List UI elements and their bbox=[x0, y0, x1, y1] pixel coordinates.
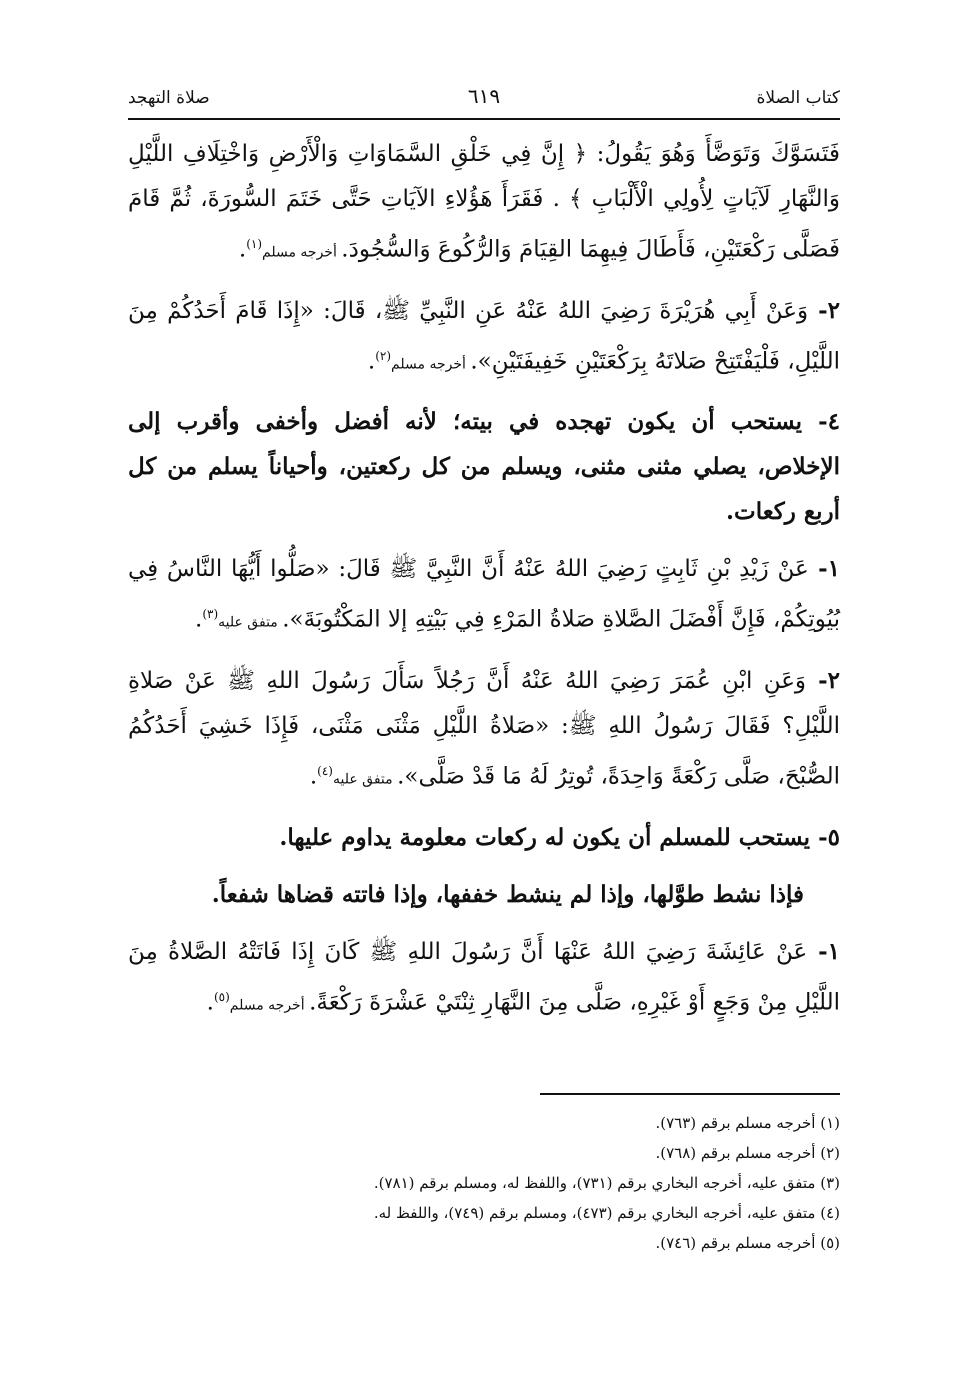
footnote-marker: (٤) bbox=[317, 763, 333, 778]
paragraph-number: ٢- bbox=[808, 296, 840, 324]
paragraph-text: فإذا نشط طوَّلها، وإذا لم ينشط خففها، وإذا فاتته قضاها شفعاً. bbox=[211, 880, 804, 908]
footnote: (٣) متفق عليه، أخرجه البخاري برقم (٧٣١)، واللفظ له، ومسلم برقم (٧٨١). bbox=[373, 1174, 840, 1192]
header-rule bbox=[128, 118, 840, 120]
footnote-marker: (١) bbox=[246, 237, 263, 251]
book-title: كتاب الصلاة bbox=[756, 88, 840, 108]
paragraph-text: عَنْ زَيْدِ بْنِ ثَابِتٍ رَضِيَ اللهُ عَنْهُ أَنَّ النَّبِيَّ ﷺ قَالَ: «صَلُّوا أَيُّهَا النَّاسُ فِي بُيُوتِكُمْ، فَإِنَّ أَفْضَلَ الصَّلاةِ صَلاةُ المَرْءِ فِي بَيْتِهِ إلا المَكْتُوبَةَ». bbox=[128, 556, 840, 633]
paragraph bbox=[128, 872, 840, 917]
footnotes bbox=[128, 1108, 840, 1258]
source-reference: أخرجه مسلم bbox=[229, 997, 310, 1014]
source-reference: أخرجه مسلم bbox=[262, 244, 342, 261]
paragraph-text: يستحب للمسلم أن يكون له ركعات معلومة يداوم عليها. bbox=[279, 823, 811, 851]
paragraph-number: ٤- bbox=[801, 408, 840, 436]
paragraph-text: وَعَنْ أَبِي هُرَيْرَةَ رَضِيَ اللهُ عَنْهُ عَنِ النَّبِيِّ ﷺ، قَالَ: «إِذَا قَامَ أَحَدُكُمْ مِنَ اللَّيْلِ، فَلْيَفْتَتِحْ صَلاتَهُ بِرَكْعَتَيْنِ خَفِيفَتَيْنِ». bbox=[128, 297, 840, 375]
paragraph: ٢- وَعَنْ أَبِي هُرَيْرَةَ رَضِيَ اللهُ عَنْهُ عَنِ النَّبِيِّ ﷺ، قَالَ: «إِذَا قَامَ أَحَدُكُمْ مِنَ اللَّيْلِ، فَلْيَفْتَتِحْ صَلاتَهُ بِرَكْعَتَيْنِ خَفِيفَتَيْنِ». أخرجه مسلم$^{(٢)}$. bbox=[128, 296, 840, 375]
footnote: (٥) أخرجه مسلم برقم (٧٤٦). bbox=[655, 1234, 840, 1252]
footnote-marker: (٥) bbox=[213, 989, 230, 1004]
footnote-rule bbox=[540, 1093, 840, 1095]
footnote-marker: (٢) bbox=[375, 348, 392, 363]
paragraph-number: ٢- bbox=[806, 666, 840, 694]
paragraph bbox=[128, 399, 840, 534]
paragraph-number: ١- bbox=[807, 937, 840, 965]
footnote-marker: (٣) bbox=[202, 607, 219, 622]
source-reference: أخرجه مسلم bbox=[391, 356, 471, 373]
source-reference: متفق عليه bbox=[332, 771, 398, 788]
paragraph-number: ٥- bbox=[810, 823, 840, 851]
paragraph-number: ١- bbox=[808, 555, 840, 583]
paragraph bbox=[128, 815, 840, 860]
paragraph-text: وَعَنِ ابْنِ عُمَرَ رَضِيَ اللهُ عَنْهُ أَنَّ رَجُلاً سَأَلَ رَسُولَ اللهِ ﷺ عَنْ صَلاةِ اللَّيْلِ؟ فَقَالَ رَسُولُ اللهِ ﷺ: «صَلاةُ اللَّيْلِ مَثْنَى مَثْنَى، فَإِذَا خَشِيَ أَحَدُكُمُ الصُّبْحَ، صَلَّى رَكْعَةً وَاحِدَةً، تُوتِرُ لَهُ مَا قَدْ صَلَّى». bbox=[128, 667, 840, 790]
paragraph: ١- عَنْ عَائِشَةَ رَضِيَ اللهُ عَنْهَا أَنَّ رَسُولَ اللهِ ﷺ كَانَ إِذَا فَاتَتْهُ الصَّلاةُ مِنَ اللَّيْلِ مِنْ وَجَعٍ أَوْ غَيْرِهِ، صَلَّى مِنَ النَّهَارِ ثِنْتَيْ عَشْرَةَ رَكْعَةً. أخرجه مسلم$^{(٥)}$. bbox=[128, 937, 840, 1016]
paragraph-text: يستحب أن يكون تهجده في بيته؛ لأنه أفضل وأخفى وأقرب إلى الإخلاص، يصلي مثنى مثنى، ويسلم من كل ركعتين، وأحياناً يسلم من كل أربع ركعات. bbox=[128, 408, 840, 526]
page-number: ٦١٩ bbox=[467, 84, 501, 108]
footnote: (١) أخرجه مسلم برقم (٧٦٣). bbox=[655, 1114, 840, 1132]
paragraph: ٢- وَعَنِ ابْنِ عُمَرَ رَضِيَ اللهُ عَنْهُ أَنَّ رَجُلاً سَأَلَ رَسُولَ اللهِ ﷺ عَنْ صَلاةِ اللَّيْلِ؟ فَقَالَ رَسُولُ اللهِ ﷺ: «صَلاةُ اللَّيْلِ مَثْنَى مَثْنَى، فَإِذَا خَشِيَ أَحَدُكُمُ الصُّبْحَ، صَلَّى رَكْعَةً وَاحِدَةً، تُوتِرُ لَهُ مَا قَدْ صَلَّى». متفق عليه$^{(٤)}$. bbox=[128, 666, 840, 790]
footnote: (٤) متفق عليه، أخرجه البخاري برقم (٤٧٣)، ومسلم برقم (٧٤٩)، واللفظ له. bbox=[373, 1204, 840, 1222]
chapter-title: صلاة التهجد bbox=[128, 88, 210, 108]
source-reference: متفق عليه bbox=[218, 614, 283, 631]
paragraph: فَتَسَوَّكَ وَتَوَضَّأَ وَهُوَ يَقُولُ: ﴿ إِنَّ فِي خَلْقِ السَّمَاوَاتِ وَالْأَرْضِ وَاخْتِلَافِ اللَّيْلِ وَالنَّهَارِ لَآيَاتٍ لِأُولِي الْأَلْبَابِ ﴾ . فَقَرَأَ هَؤُلاءِ الآيَاتِ حَتَّى خَتَمَ السُّورَةَ، ثُمَّ قَامَ فَصَلَّى رَكْعَتَيْنِ، فَأَطَالَ فِيهِمَا القِيَامَ وَالرُّكُوعَ وَالسُّجُودَ. أخرجه مسلم$^{(١)}$. bbox=[128, 141, 840, 263]
footnote: (٢) أخرجه مسلم برقم (٧٦٨). bbox=[655, 1144, 840, 1162]
page-header bbox=[128, 86, 840, 116]
paragraph-text: عَنْ عَائِشَةَ رَضِيَ اللهُ عَنْهَا أَنَّ رَسُولَ اللهِ ﷺ كَانَ إِذَا فَاتَتْهُ الصَّلاةُ مِنَ اللَّيْلِ مِنْ وَجَعٍ أَوْ غَيْرِهِ، صَلَّى مِنَ النَّهَارِ ثِنْتَيْ عَشْرَةَ رَكْعَةً. bbox=[128, 938, 840, 1016]
main-text bbox=[128, 132, 840, 1040]
paragraph: ١- عَنْ زَيْدِ بْنِ ثَابِتٍ رَضِيَ اللهُ عَنْهُ أَنَّ النَّبِيَّ ﷺ قَالَ: «صَلُّوا أَيُّهَا النَّاسُ فِي بُيُوتِكُمْ، فَإِنَّ أَفْضَلَ الصَّلاةِ صَلاةُ المَرْءِ فِي بَيْتِهِ إلا المَكْتُوبَةَ». متفق عليه$^{(٣)}$. bbox=[128, 555, 840, 633]
paragraph-text: فَتَسَوَّكَ وَتَوَضَّأَ وَهُوَ يَقُولُ: ﴿ إِنَّ فِي خَلْقِ السَّمَاوَاتِ وَالْأَرْضِ وَاخْتِلَافِ اللَّيْلِ وَالنَّهَارِ لَآيَاتٍ لِأُولِي الْأَلْبَابِ ﴾ . فَقَرَأَ هَؤُلاءِ الآيَاتِ حَتَّى خَتَمَ السُّورَةَ، ثُمَّ قَامَ فَصَلَّى رَكْعَتَيْنِ، فَأَطَالَ فِيهِمَا القِيَامَ وَالرُّكُوعَ وَالسُّجُودَ. bbox=[128, 141, 840, 263]
